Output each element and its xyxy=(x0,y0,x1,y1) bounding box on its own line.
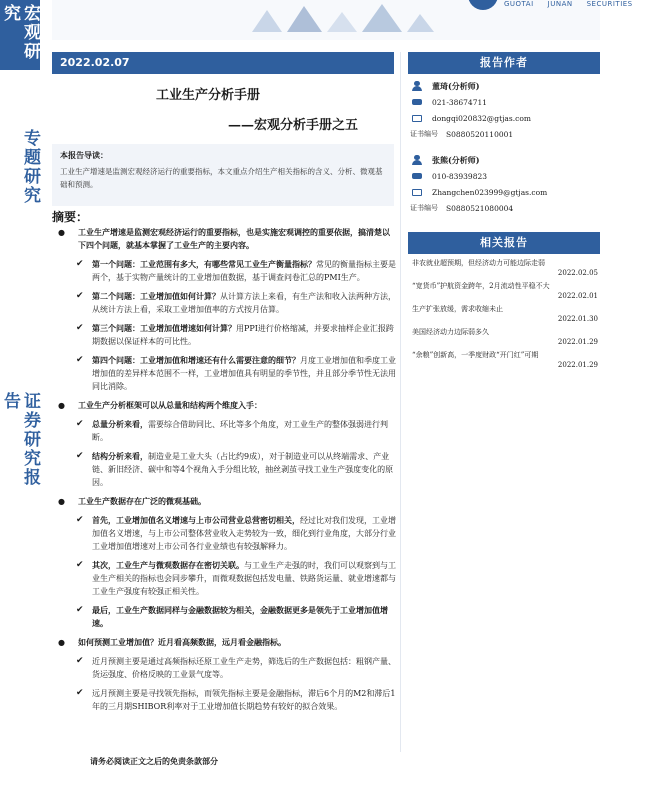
point-emphasis: 结构分析来看， xyxy=(92,451,148,461)
phone-icon xyxy=(412,99,422,105)
point-emphasis: 第二个问题：工业增加值如何计算？ xyxy=(92,291,220,301)
analyst-name: 董琦(分析师) xyxy=(432,80,480,91)
abstract-subpoint xyxy=(56,418,396,444)
analyst-phone: 010-83939823 xyxy=(432,171,488,181)
logo-word: JUNAN xyxy=(547,0,573,8)
company-logo xyxy=(504,0,652,14)
point-text: 与工业生产走强的时，我们可以观察到与工业生产相关的指标也会同步攀升，而微观数据包括发电量、铁路货运量、就业增速都与工业生产强度有较强正相关性。 xyxy=(92,561,396,596)
point-emphasis: 工业生产增速是监测宏观经济运行的重要指标，也是实施宏观调控的重要依据，搞清楚以下四个问题，就基本掌握了工业生产的主要内容。 xyxy=(78,227,390,250)
related-report-date: 2022.01.30 xyxy=(557,315,598,323)
abstract-subpoint xyxy=(56,687,396,713)
analyst-cert: S0880521080004 xyxy=(446,203,514,213)
abstract-list xyxy=(56,226,396,719)
side-strip xyxy=(0,0,40,800)
point-text: 常见的衡量指标主要是两个，基于实物产量统计的工业增加值数据，基于调查问卷汇总的PMI生产。 xyxy=(92,260,396,282)
column-divider xyxy=(400,52,401,752)
related-report-date: 2022.02.01 xyxy=(557,292,598,300)
phone-icon xyxy=(412,173,422,179)
guide-heading: 本报告导读： xyxy=(60,150,108,160)
abstract-point xyxy=(56,399,396,412)
related-report-link[interactable]: 美国经济动力边际弱多久 xyxy=(412,328,489,336)
related-heading: 相关报告 xyxy=(408,232,600,254)
guide-text: 工业生产增速是监测宏观经济运行的重要指标，本文重点介绍生产相关指标的含义、分析、微观基础和预测。 xyxy=(60,167,383,189)
report-date: 2022.02.07 xyxy=(52,52,394,74)
abstract-point xyxy=(56,226,396,252)
side-tag-special: 专题研究 xyxy=(20,129,40,205)
related-report-link[interactable]: 非农就业超预期，但经济动力可能边际走弱 xyxy=(412,259,545,267)
related-report-link[interactable]: “宽货币”护航资金跨年，2月流动性平稳不大 xyxy=(412,282,550,290)
abstract-subpoint xyxy=(56,322,396,348)
analyst-phone: 021-38674711 xyxy=(432,97,488,107)
point-text: 从计算方法上来看，有生产法和收入法两种方法，从统计方法上看，采取工业增加值率的方式按月估算。 xyxy=(92,292,396,314)
logo-word: GUOTAI xyxy=(504,0,534,8)
analyst-name: 张熊(分析师) xyxy=(432,154,480,165)
mail-icon xyxy=(412,115,422,122)
point-text: 制造业是工业大头（占比约9成），对于制造业可以从终端需求、产业链、新旧经济、碳中和等4个视角入手分组比较，抽丝剥茧寻找工业生产强度变化的原因。 xyxy=(92,452,394,487)
header-band xyxy=(52,0,633,40)
point-text: 月度工业增加值和季度工业增加值的差异样本范围不一样，工业增加值具有明显的季节性，并且部分季节性无法用同比消除。 xyxy=(92,356,396,391)
guide-box xyxy=(52,144,394,206)
abstract-point xyxy=(56,495,396,508)
analyst-card xyxy=(410,78,600,142)
related-reports-list xyxy=(412,258,598,373)
abstract-subpoint xyxy=(56,655,396,681)
logo-emblem-icon xyxy=(468,0,498,10)
abstract-title: 摘要： xyxy=(52,210,89,224)
person-icon xyxy=(412,155,422,165)
analyst-cert: S0880520110001 xyxy=(446,129,514,139)
point-emphasis: 总量分析来看， xyxy=(92,419,148,429)
point-emphasis: 第一个问题：工业范围有多大，有哪些常见工业生产衡量指标？ xyxy=(92,259,316,269)
abstract-subpoint xyxy=(56,514,396,553)
point-text: 经过比对我们发现，工业增加值名义增速，与上市公司整体营业收入走势较为一致，细化到行业角度，大部分行业工业增加值增速对上市公司各行业业绩也有较强解释力。 xyxy=(92,516,396,551)
point-text: 需要综合借助同比、环比等多个角度，对工业生产的整体强弱进行判断。 xyxy=(92,420,388,442)
point-text: 近月预测主要是通过高频指标还原工业生产走势，筛选后的生产数据包括：粗钢产量、货运强度、价格反映的工业景气度等。 xyxy=(92,657,396,679)
gem-decoration-icon xyxy=(242,2,442,36)
cert-label: 证书编号 xyxy=(410,130,438,138)
abstract-subpoint xyxy=(56,559,396,598)
analyst-email[interactable]: dongqi020832@gtjas.com xyxy=(432,113,531,123)
point-text: 用PPI进行价格缩减，并要求抽样企业汇报跨期数据以保证样本的可比性。 xyxy=(92,324,394,346)
point-emphasis: 如何预测工业增加值？近月看高频数据，远月看金融指标。 xyxy=(78,637,286,647)
abstract-subpoint xyxy=(56,354,396,393)
related-report-link[interactable]: 生产扩张放缓，需求收缩未止 xyxy=(412,305,503,313)
related-report-date: 2022.01.29 xyxy=(557,361,598,369)
analyst-email[interactable]: Zhangchen023999@gtjas.com xyxy=(432,187,548,197)
disclaimer-note: 请务必阅读正文之后的免责条款部分 xyxy=(90,756,218,766)
point-emphasis: 工业生产分析框架可以从总量和结构两个维度入手： xyxy=(78,400,262,410)
cert-label: 证书编号 xyxy=(410,204,438,212)
related-report-date: 2022.01.29 xyxy=(557,338,598,346)
point-emphasis: 第四个问题：工业增加值和增速还有什么需要注意的细节？ xyxy=(92,355,300,365)
point-emphasis: 第三个问题：工业增加值增速如何计算？ xyxy=(92,323,236,333)
analyst-card xyxy=(410,152,600,216)
abstract-point xyxy=(56,636,396,649)
side-tag-securities: 证券研究报告 xyxy=(0,392,40,487)
abstract-subpoint xyxy=(56,258,396,284)
point-emphasis: 最后，工业生产数据同样与金融数据较为相关，金融数据更多是领先于工业增加值增速。 xyxy=(92,605,388,628)
report-subtitle: ——宏观分析手册之五 xyxy=(228,118,359,133)
point-emphasis: 工业生产数据存在广泛的微观基础。 xyxy=(78,496,206,506)
side-tag-macro: 宏观研究 xyxy=(0,0,40,70)
mail-icon xyxy=(412,189,422,196)
analysts-heading: 报告作者 xyxy=(408,52,600,74)
point-emphasis: 其次，工业生产与微观数据存在密切关联。 xyxy=(92,560,244,570)
related-report-date: 2022.02.05 xyxy=(557,269,598,277)
point-emphasis: 首先，工业增加值名义增速与上市公司营业总营密切相关， xyxy=(92,515,300,525)
related-report-link[interactable]: “余粮”创新高，一季度财政“开门红”可期 xyxy=(412,351,539,359)
abstract-subpoint xyxy=(56,604,396,630)
person-icon xyxy=(412,81,422,91)
point-text: 远月预测主要是寻找领先指标，而领先指标主要是金融指标，滞后6个月的M2和滞后1年的三月期SHIBOR利率对于工业增加值长期趋势有较好的拟合效果。 xyxy=(92,689,396,711)
report-title: 工业生产分析手册 xyxy=(156,88,261,103)
abstract-subpoint xyxy=(56,450,396,489)
logo-word: SECURITIES xyxy=(586,0,633,8)
abstract-subpoint xyxy=(56,290,396,316)
